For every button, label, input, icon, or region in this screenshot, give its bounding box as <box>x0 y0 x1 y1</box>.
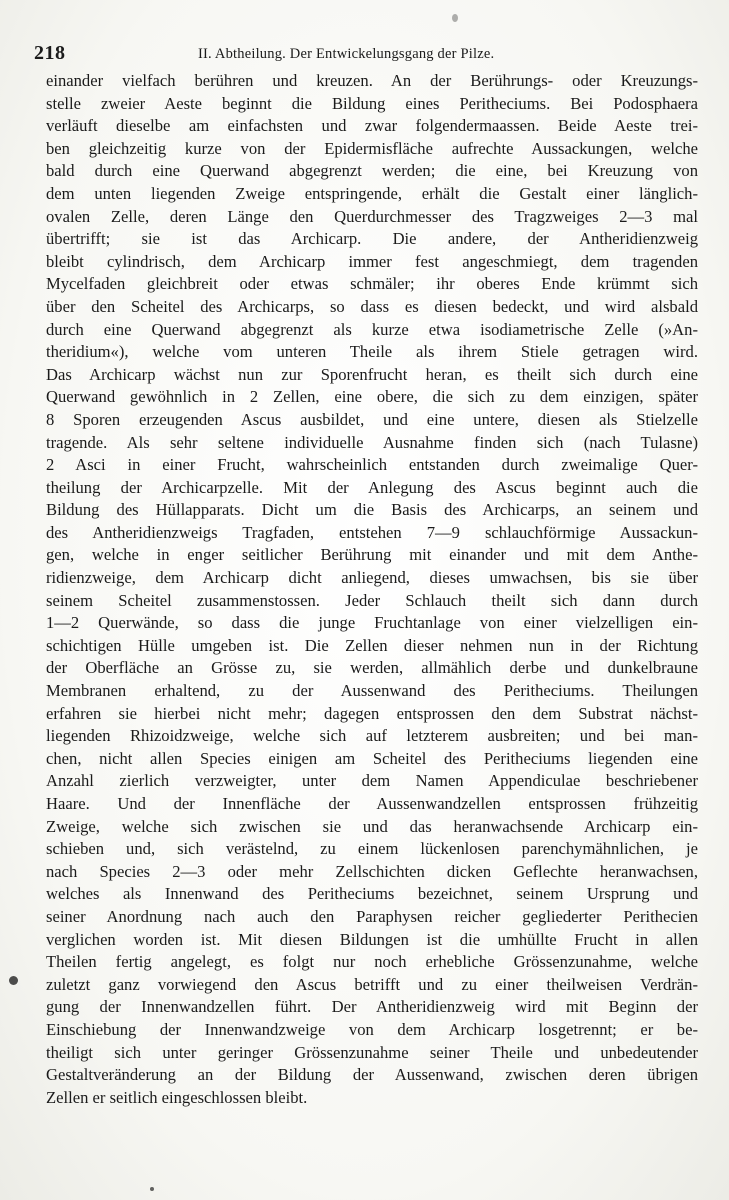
text-line: Querwand gewöhnlich in 2 Zellen, eine obere, die sich zu dem einzigen, später <box>46 387 698 407</box>
page-header <box>30 40 699 66</box>
text-line: theridium«), welche vom unteren Theile als ihrem Stiele getragen wird. <box>46 342 698 362</box>
text-line: verglichen worden ist. Mit diesen Bildungen ist die umhüllte Frucht in allen <box>46 929 698 949</box>
text-line: der Oberfläche an Grösse zu, sie werden, allmählich derbe und dunkelbraune <box>46 658 698 678</box>
text-line: Das Archicarp wächst nun zur Sporenfrucht heran, es theilt sich durch eine <box>46 364 698 384</box>
page-number: 218 <box>34 42 66 64</box>
text-line: seiner Anordnung nach auch den Paraphysen reicher gegliederter Perithecien <box>46 906 698 926</box>
text-line: nach Species 2—3 oder mehr Zellschichten dicken Geflechte heranwachsen, <box>46 861 698 881</box>
text-line: tragende. Als sehr seltene individuelle Ausnahme finden sich (nach Tulasne) <box>46 432 698 452</box>
text-line: Zellen er seitlich eingeschlossen bleibt. <box>46 1087 308 1107</box>
text-line: 8 Sporen erzeugenden Ascus ausbildet, und eine untere, diesen als Stielzelle <box>46 409 698 429</box>
text-line: ovalen Zelle, deren Länge den Querdurchmesser des Tragzweiges 2—3 mal <box>46 206 698 226</box>
text-line: schieben und, sich verästelnd, zu einem lückenlosen parenchymähnlichen, je <box>46 839 698 859</box>
text-line: 2 Asci in einer Frucht, wahrscheinlich entstanden durch zweimalige Quer- <box>46 455 698 475</box>
text-line: Haare. Und der Innenfläche der Aussenwandzellen entsprossen frühzeitig <box>46 794 698 813</box>
text-line: erfahren sie hierbei nicht mehr; dagegen entsprossen den dem Substrat nächst- <box>46 703 698 723</box>
text-line: gen, welche in enger seitlicher Berührung mit einander und mit dem Anthe- <box>46 545 698 565</box>
text-line: verläuft dieselbe am einfachsten und zwar folgendermaassen. Beide Aeste trei- <box>46 116 698 136</box>
text-line: stelle zweier Aeste beginnt die Bildung eines Peritheciums. Bei Podosphaera <box>46 93 698 113</box>
scan-speck <box>452 14 458 22</box>
text-line: übertrifft; sie ist das Archicarp. Die andere, der Antheridienzweig <box>46 229 698 249</box>
text-line: 1—2 Querwände, so dass die junge Fruchtanlage von einer vielzelligen ein- <box>46 613 698 633</box>
body-text <box>46 70 698 1109</box>
text-line: durch eine Querwand abgegrenzt als kurze etwa isodiametrische Zelle (»An- <box>46 319 698 339</box>
running-title: II. Abtheilung. Der Entwickelungsgang der Pilze. <box>198 46 495 62</box>
text-line: dem unten liegenden Zweige entspringende, erhält die Gestalt einer länglich- <box>46 183 698 203</box>
text-line: einander vielfach berühren und kreuzen. An der Berührungs- oder Kreuzungs- <box>46 71 698 90</box>
text-line: Gestaltveränderung an der Bildung der Aussenwand, zwischen deren übrigen <box>46 1065 698 1085</box>
text-line: theilung der Archicarpzelle. Mit der Anlegung des Ascus beginnt auch die <box>46 477 698 497</box>
text-line: ben gleichzeitig kurze von der Epidermisfläche aufrechte Aussackungen, welche <box>46 138 698 158</box>
text-line: bleibt cylindrisch, dem Archicarp immer fest angeschmiegt, dem tragenden <box>46 251 698 271</box>
text-line: seinem Scheitel zusammenstossen. Jeder Schlauch theilt sich dann durch <box>46 590 698 610</box>
text-line: Bildung des Hüllapparats. Dicht um die Basis des Archicarps, an seinem und <box>46 500 698 520</box>
text-line: ridienzweige, dem Archicarp dicht anliegend, dieses umwachsen, bis sie über <box>46 568 698 588</box>
text-line: Einschiebung der Innenwandzweige von dem Archicarp losgetrennt; er be- <box>46 1019 698 1039</box>
text-line: Mycelfaden gleichbreit oder etwas schmäler; ihr oberes Ende krümmt sich <box>46 274 698 294</box>
scan-speck <box>9 976 18 985</box>
text-line: Theilen fertig angelegt, es folgt nur noch erhebliche Grössenzunahme, welche <box>46 952 698 972</box>
text-line: über den Scheitel des Archicarps, so dass es diesen bedeckt, und wird alsbald <box>46 296 698 316</box>
text-line: chen, nicht allen Species einigen am Scheitel des Peritheciums liegenden eine <box>46 748 698 768</box>
text-line: gung der Innenwandzellen führt. Der Antheridienzweig wird mit Beginn der <box>46 997 698 1017</box>
text-line: theiligt sich unter geringer Grössenzunahme seiner Theile und unbedeutender <box>46 1042 698 1062</box>
text-line: Zweige, welche sich zwischen sie und das heranwachsende Archicarp ein- <box>46 816 698 836</box>
text-line: welches als Innenwand des Peritheciums bezeichnet, seinem Ursprung und <box>46 884 698 904</box>
text-line: Membranen erhaltend, zu der Aussenwand des Peritheciums. Theilungen <box>46 681 698 701</box>
scan-speck <box>150 1187 154 1191</box>
text-line: Anzahl zierlich verzweigter, unter dem Namen Appendiculae beschriebener <box>46 771 698 791</box>
text-line: liegenden Rhizoidzweige, welche sich auf letzterem ausbreiten; und bei man- <box>46 726 698 746</box>
text-line: schichtigen Hülle umgeben ist. Die Zellen dieser nehmen nun in der Richtung <box>46 635 698 655</box>
text-line: zuletzt ganz vorwiegend den Ascus betrifft und zu einer theilweisen Verdrän- <box>46 974 698 994</box>
text-line: des Antheridienzweigs Tragfaden, entstehen 7—9 schlauchförmige Aussackun- <box>46 522 698 542</box>
text-line: bald durch eine Querwand abgegrenzt werden; die eine, bei Kreuzung von <box>46 161 698 181</box>
